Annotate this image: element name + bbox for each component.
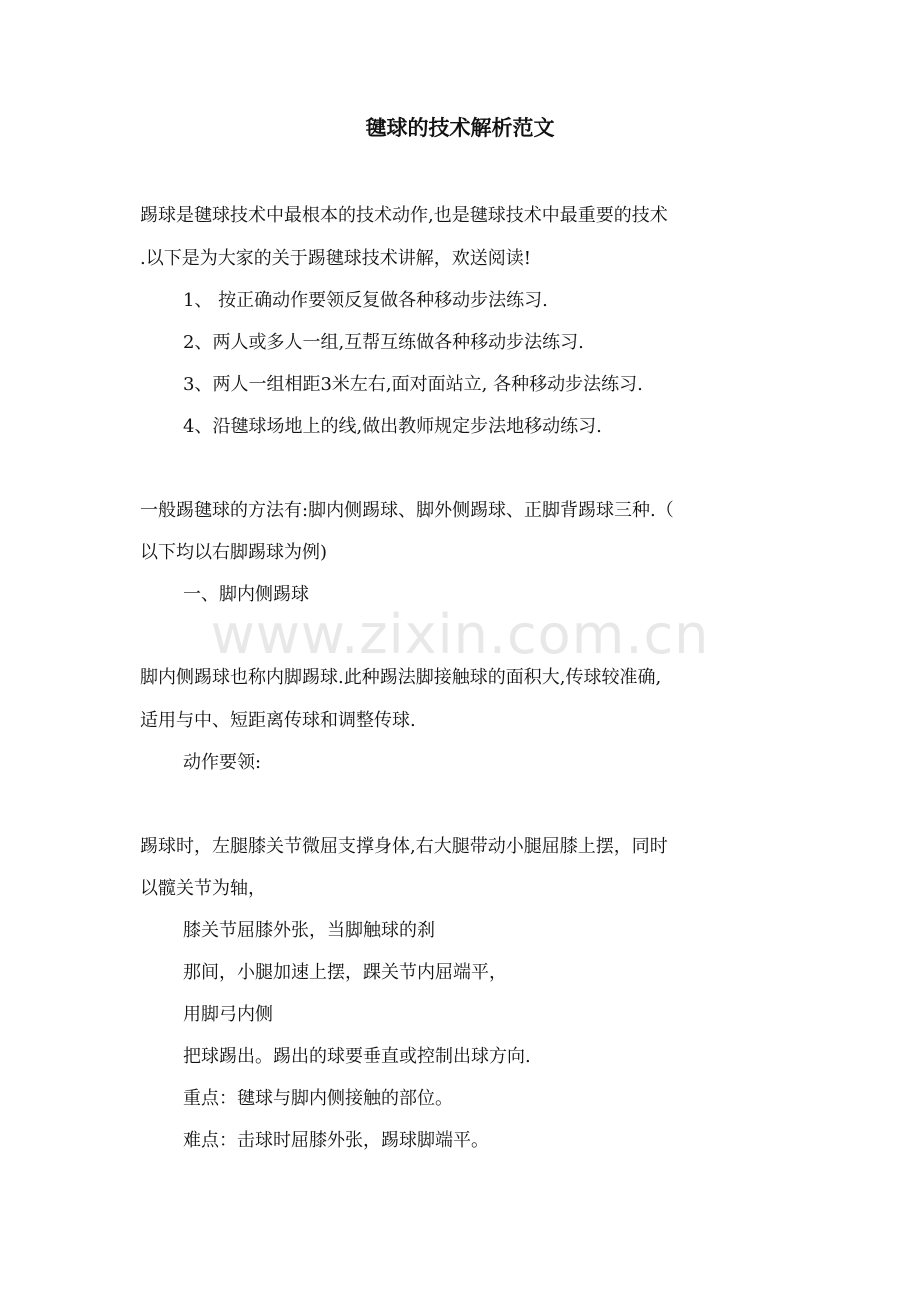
paragraph-line: 踢球是毽球技术中最根本的技术动作,也是毽球技术中最重要的技术 bbox=[140, 205, 668, 226]
paragraph-line: 适用与中、短距离传球和调整传球. bbox=[140, 710, 416, 731]
document-title: 毽球的技术解析范文 bbox=[365, 115, 555, 140]
paragraph-line: 以髋关节为轴， bbox=[140, 878, 266, 899]
paragraph-line: 一般踢毽球的方法有:脚内侧踢球、脚外侧踢球、正脚背踢球三种.（ bbox=[140, 500, 674, 521]
list-item: 3、两人一组相距3米左右,面对面站立, 各种移动步法练习. bbox=[183, 374, 643, 395]
section-heading: 一、脚内侧踢球 bbox=[183, 584, 309, 605]
subheading: 动作要领: bbox=[183, 752, 262, 773]
list-item: 2、两人或多人一组,互帮互练做各种移动步法练习. bbox=[183, 332, 584, 353]
paragraph-line: 那间，小腿加速上摆，踝关节内屈端平， bbox=[183, 962, 507, 983]
difficulty-point: 难点：击球时屈膝外张，踢球脚端平。 bbox=[183, 1130, 489, 1151]
key-point: 重点：毽球与脚内侧接触的部位。 bbox=[183, 1088, 453, 1109]
paragraph-line: 脚内侧踢球也称内脚踢球.此种踢法脚接触球的面积大,传球较准确, bbox=[140, 667, 662, 688]
paragraph-line: 以下均以右脚踢球为例) bbox=[140, 542, 328, 563]
watermark: www.zixin.com.cn bbox=[210, 603, 710, 666]
paragraph-line: 膝关节屈膝外张，当脚触球的刹 bbox=[183, 920, 435, 941]
paragraph-line: 踢球时，左腿膝关节微屈支撑身体,右大腿带动小腿屈膝上摆，同时 bbox=[140, 836, 668, 857]
list-item: 4、沿毽球场地上的线,做出教师规定步法地移动练习. bbox=[183, 416, 602, 437]
list-item: 1、 按正确动作要领反复做各种移动步法练习. bbox=[183, 290, 548, 311]
paragraph-line: 把球踢出。踢出的球要垂直或控制出球方向. bbox=[183, 1046, 531, 1067]
paragraph-line: 用脚弓内侧 bbox=[183, 1004, 273, 1025]
paragraph-line: .以下是为大家的关于踢毽球技术讲解，欢送阅读! bbox=[140, 248, 531, 269]
